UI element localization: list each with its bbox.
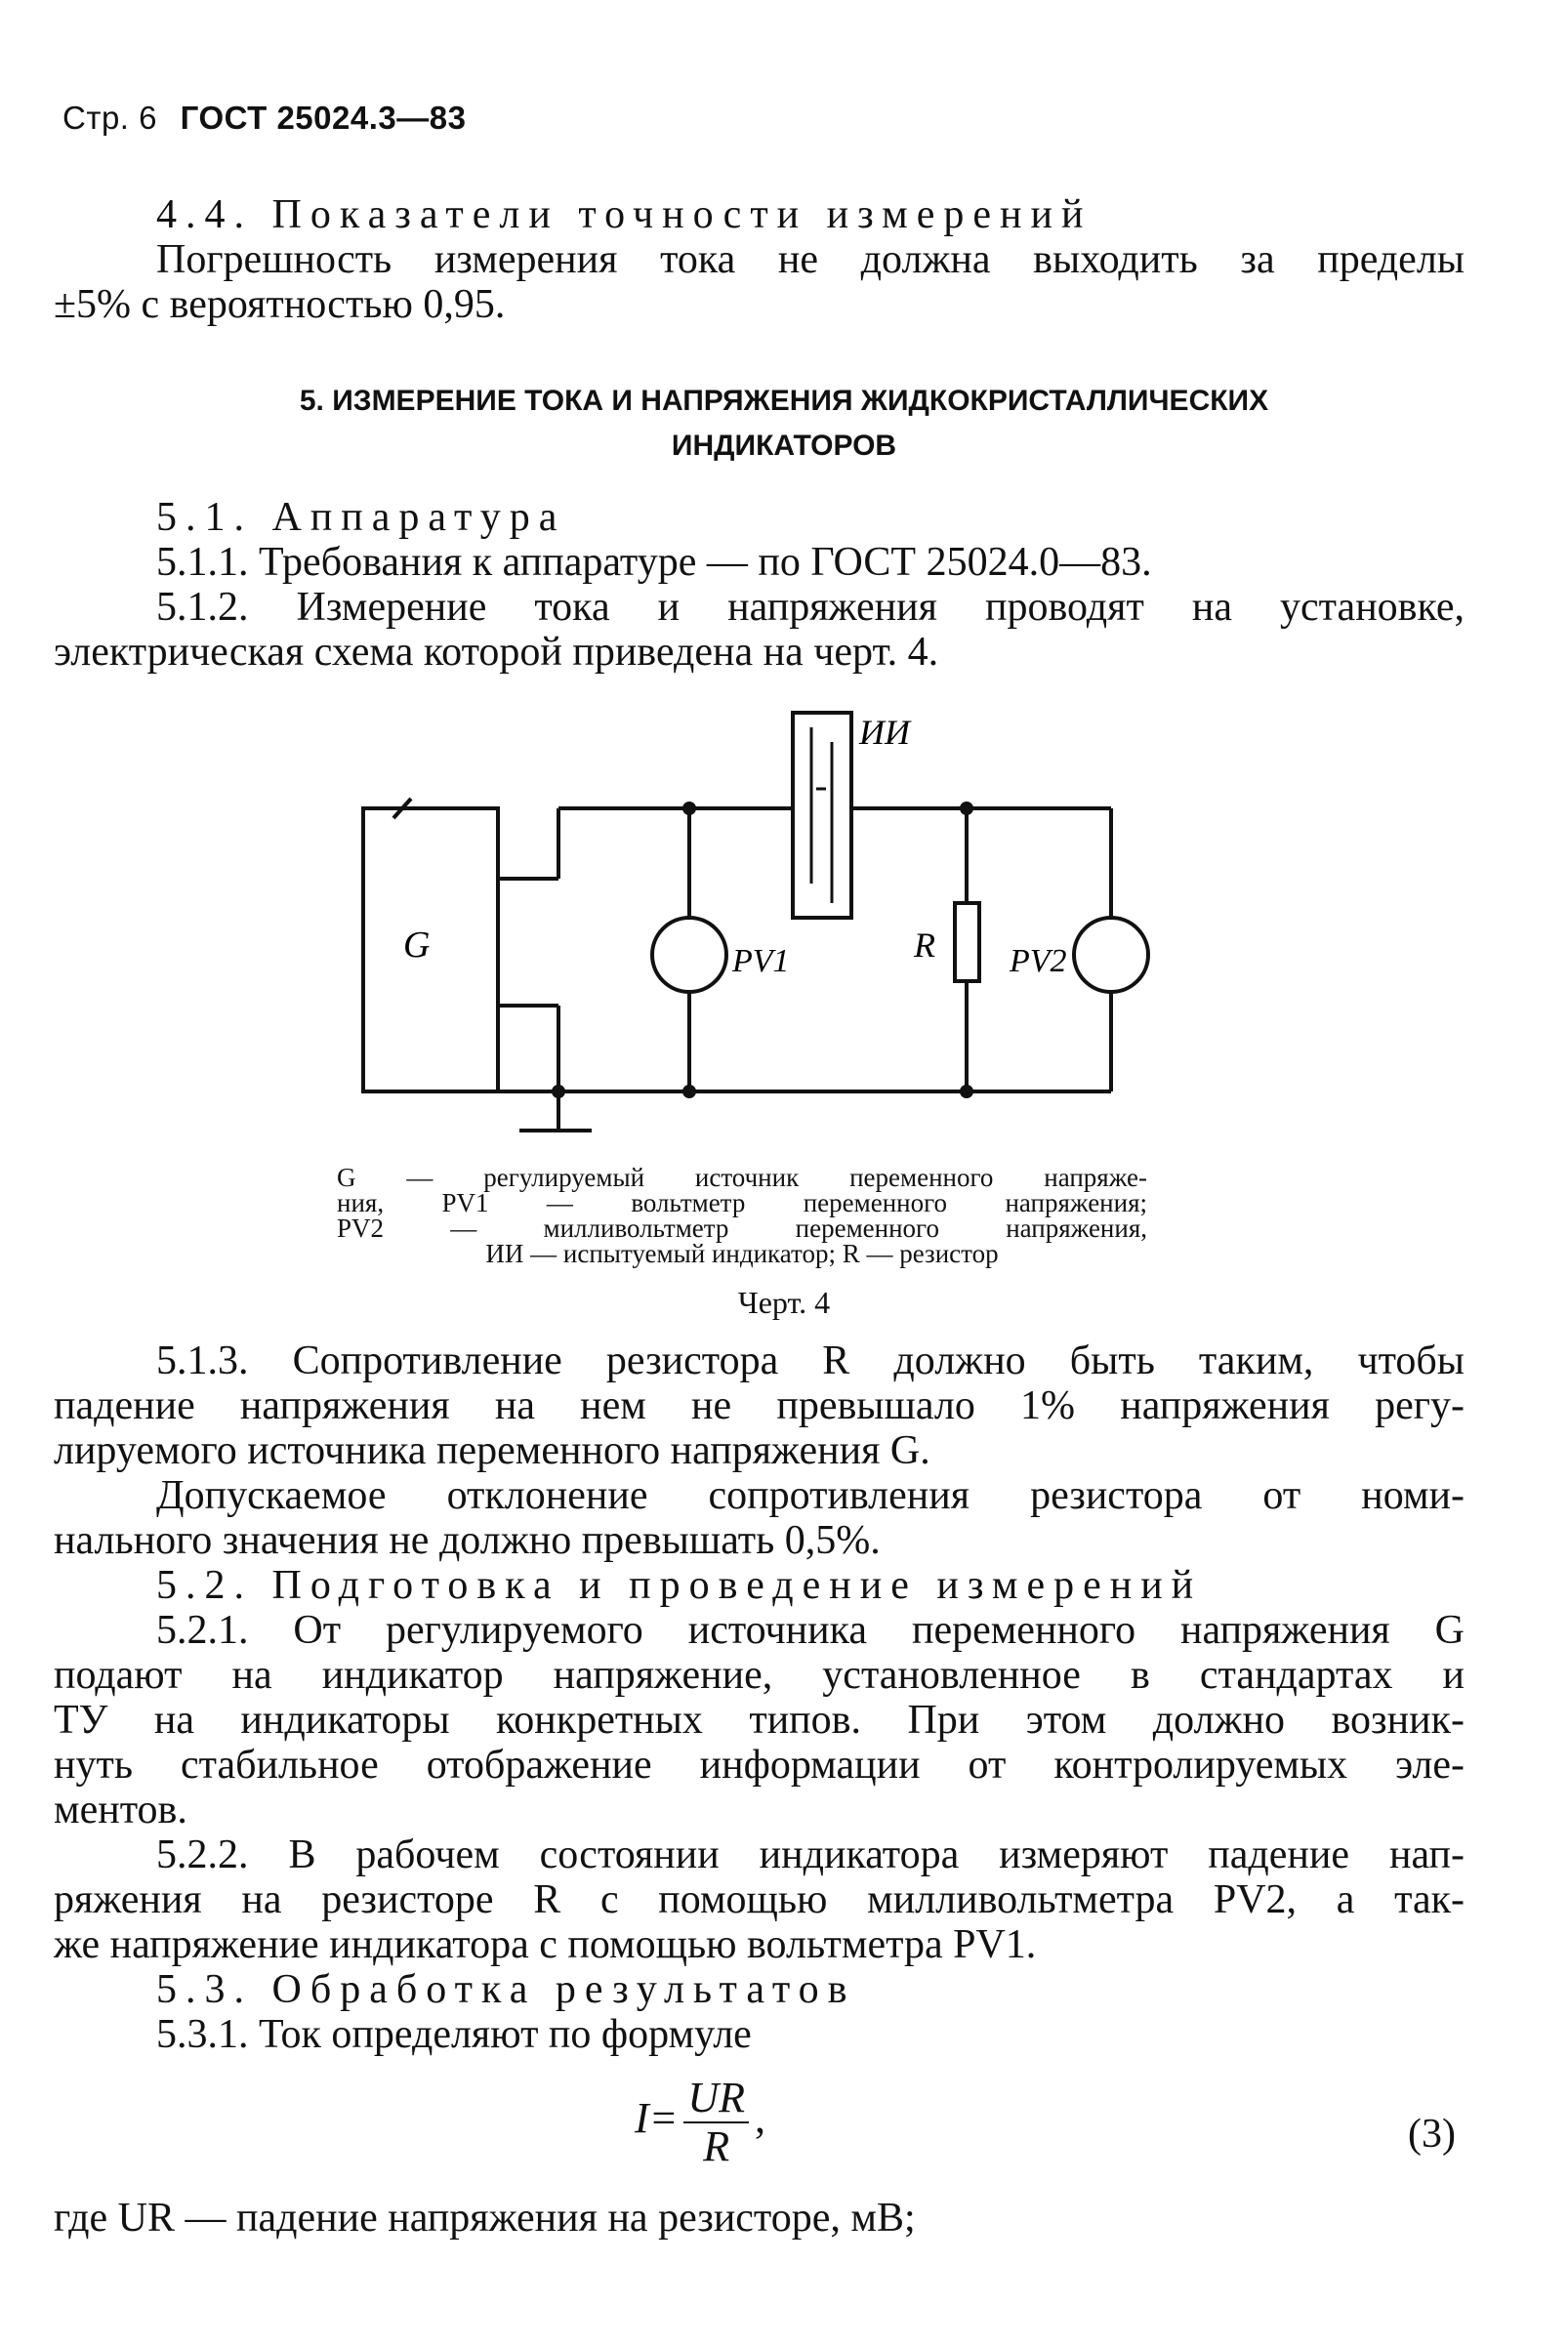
label-generator: G (403, 925, 431, 966)
formula-denominator: R (703, 2122, 730, 2170)
section-5-1-3-line2: падение напряжения на нем не превышало 1% напряжения регу- (54, 1383, 1465, 1428)
section-5-1-2-line1: 5.1.2. Измерение тока и напряжения проводят на установке, (156, 585, 1465, 630)
page-number: Стр. 6 (62, 100, 157, 136)
section-5-1-3-line3: лируемого источника переменного напряжения G. (54, 1428, 930, 1473)
section-5-1-title: 5.1. Аппаратура (156, 495, 566, 540)
figure-caption-line4: ИИ — испытуемый индикатор; R — резистор (485, 1239, 999, 1268)
section-5-2-title: 5.2. Подготовка и проведение измерений (156, 1563, 1203, 1608)
section-4-4-line2: ±5% с вероятностью 0,95. (54, 282, 506, 327)
section-5-heading-line2: ИНДИКАТОРОВ (671, 430, 897, 462)
formula-comma: , (755, 2094, 765, 2143)
circuit-diagram (0, 0, 1568, 1172)
section-5-3-1: 5.3.1. Ток определяют по формуле (156, 2012, 752, 2057)
section-4-4-line1: Погрешность измерения тока не должна выходить за пределы (156, 237, 1465, 282)
section-5-2-1-line2: подают на индикатор напряжение, установленное в стандартах и (54, 1653, 1465, 1698)
section-5-1-3-line4: Допускаемое отклонение сопротивления резистора от номи- (156, 1473, 1465, 1518)
section-5-2-2-line3: же напряжение индикатора с помощью вольтметра PV1. (54, 1922, 1037, 1967)
section-5-2-1-line3: ТУ на индикаторы конкретных типов. При этом должно возник- (54, 1698, 1465, 1743)
label-resistor: R (914, 926, 935, 965)
figure-caption-line1: G — регулируемый источник переменного напряже- (337, 1163, 1147, 1192)
figure-caption-line3: PV2 — милливольтметр переменного напряжения, (337, 1214, 1147, 1243)
section-5-1-2-line2: электрическая схема которой приведена на черт. 4. (54, 630, 939, 675)
formula-numerator: UR (683, 2075, 749, 2123)
formula-lhs: I= (635, 2094, 679, 2143)
figure-title: Черт. 4 (737, 1285, 831, 1320)
figure-caption-line2: ния, PV1 — вольтметр переменного напряжения; (337, 1188, 1147, 1217)
millivoltmeter-pv2 (1074, 918, 1148, 992)
section-5-2-1-line1: 5.2.1. От регулируемого источника переменного напряжения G (156, 1608, 1465, 1653)
label-pv1: PV1 (732, 943, 790, 979)
section-4-4-title: 4.4. Показатели точности измерений (156, 192, 1093, 237)
label-indicator: ИИ (859, 713, 910, 752)
section-5-2-1-line5: ментов. (54, 1788, 187, 1832)
label-pv2: PV2 (1010, 943, 1067, 979)
indicator-under-test (793, 713, 851, 918)
section-5-2-2-line2: ряжения на резисторе R с помощью милливольтметра PV2, а так- (54, 1877, 1465, 1922)
standard-number: ГОСТ 25024.3—83 (180, 100, 467, 136)
formula-fraction (683, 2075, 749, 2170)
section-5-2-1-line4: нуть стабильное отображение информации от контролируемых эле- (54, 1743, 1465, 1788)
section-5-1-3-line1: 5.1.3. Сопротивление резистора R должно быть таким, чтобы (156, 1338, 1465, 1383)
formula-current (635, 2075, 765, 2170)
resistor-r (955, 903, 979, 981)
formula-number: (3) (1408, 2112, 1456, 2157)
formula-where: где UR — падение напряжения на резисторе, мВ; (54, 2196, 916, 2241)
section-5-2-2-line1: 5.2.2. В рабочем состоянии индикатора измеряют падение нап- (156, 1832, 1465, 1877)
section-5-1-3-line5: нального значения не должно превышать 0,5%. (54, 1518, 881, 1563)
section-5-1-1: 5.1.1. Требования к аппаратуре — по ГОСТ 25024.0—83. (156, 540, 1152, 585)
voltmeter-pv1 (652, 918, 726, 992)
section-5-3-title: 5.3. Обработка результатов (156, 1967, 856, 2012)
generator-box (363, 808, 498, 1091)
section-5-heading-line1: 5. ИЗМЕРЕНИЕ ТОКА И НАПРЯЖЕНИЯ ЖИДКОКРИСТАЛЛИЧЕСКИХ (299, 385, 1269, 417)
